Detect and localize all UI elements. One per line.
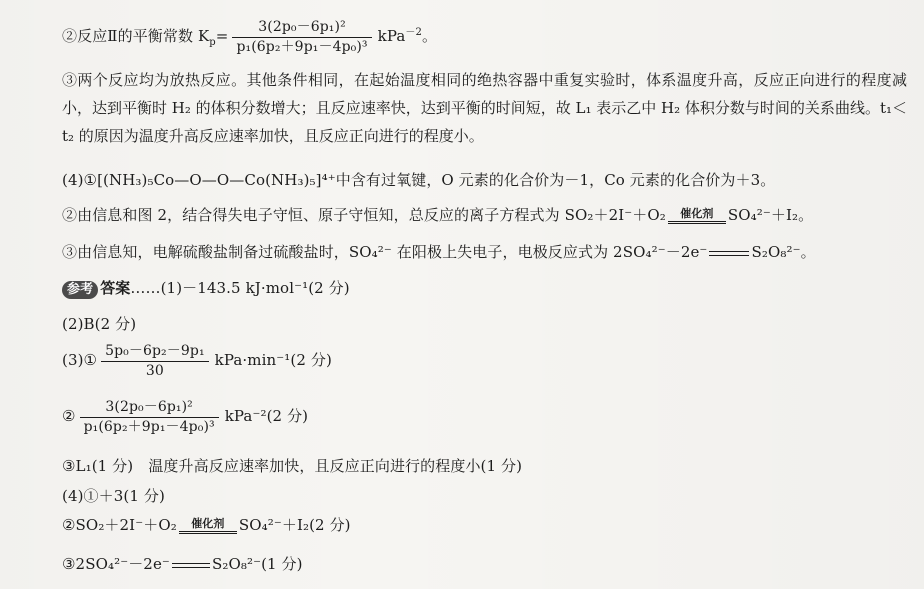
electrode-reaction-prefix: ③由信息知，电解硫酸盐制备过硫酸盐时，SO₄²⁻ 在阳极上失电子，电极反应式为 2SO₄²⁻－2e⁻ (62, 243, 708, 261)
kp-fraction (232, 19, 371, 56)
answer-8-line (62, 554, 303, 574)
kp-subscript: p (209, 37, 216, 48)
answer-title: 答案 (100, 279, 131, 297)
reference-badge: 参考 (62, 281, 98, 299)
answer-3-line (62, 340, 332, 380)
answer-8-prefix: ③2SO₄²⁻－2e⁻ (62, 555, 170, 573)
explanation-paragraph-3: ③两个反应均为放热反应。其他条件相同，在起始温度相同的绝热容器中重复实验时，体系温度升高，反应正向进行的程度减小，达到平衡时 H₂ 的体积分数增大；且反应速率快，达到平衡的时间短，故 L₁ 表示乙中 H₂ 体积分数与时间的关系曲线。t₁＜t₂ 的原因为温度升高反应速率加快，且反应正向进行的程度小。 (62, 71, 907, 145)
kp-equals: = (215, 27, 229, 45)
electrode-reaction-suffix: S₂O₈²⁻。 (751, 243, 816, 261)
catalyst-arrow (668, 208, 726, 224)
kp-expression-line (62, 16, 437, 56)
answer-3-prefix: (3)① (62, 351, 98, 369)
answer-header-line (62, 278, 350, 299)
answer-8-suffix: S₂O₈²⁻(1 分) (211, 555, 303, 573)
answer-1: (1)－143.5 kJ·mol⁻¹(2 分) (160, 279, 350, 297)
answer-4-prefix: ② (62, 407, 76, 425)
ionic-equation-suffix: SO₄²⁻＋I₂。 (727, 206, 814, 224)
kp-unit: kPa (377, 27, 406, 45)
kp-suffix: 。 (421, 27, 438, 45)
ionic-equation-prefix: ②由信息和图 2，结合得失电子守恒、原子守恒知，总反应的离子方程式为 SO₂＋2I⁻＋O₂ (62, 206, 666, 224)
answer-4-denominator: p₁(6p₂＋9p₁－4p₀)³ (83, 418, 215, 435)
answer-3-suffix: kPa·min⁻¹(2 分) (214, 351, 332, 369)
kp-denominator: p₁(6p₂＋9p₁－4p₀)³ (236, 38, 368, 55)
kp-numerator: 3(2p₀－6p₁)² (232, 19, 371, 38)
equals-double-line (709, 251, 749, 256)
answer-3-numerator: 5p₀－6p₂－9p₁ (101, 343, 209, 362)
answer-5: ③L₁(1 分) 温度升高反应速率加快，且反应正向进行的程度小(1 分) (62, 457, 523, 475)
answer-dots: …… (130, 279, 161, 297)
kp-unit-exponent: －2 (405, 27, 422, 38)
answer-2: (2)B(2 分) (62, 315, 137, 333)
answer-7-suffix: SO₄²⁻＋I₂(2 分) (238, 516, 351, 534)
answer-4-fraction (80, 399, 219, 436)
answer-7-catalyst-arrow (179, 518, 237, 534)
answer-8-equals-double-line (172, 563, 210, 568)
answer-4-suffix: kPa⁻²(2 分) (224, 407, 309, 425)
answer-3-fraction (101, 343, 209, 380)
answer-4-numerator: 3(2p₀－6p₁)² (80, 399, 219, 418)
answer-4-line (62, 396, 308, 436)
kp-prefix: ②反应Ⅱ的平衡常数 K (62, 27, 210, 45)
ionic-equation-line (62, 200, 813, 230)
answer-3-denominator: 30 (145, 362, 164, 379)
electrode-reaction-line (62, 242, 816, 262)
answer-7-prefix: ②SO₂＋2I⁻＋O₂ (62, 516, 177, 534)
answer-7-line (62, 510, 351, 540)
catalyst-label: 催化剂 (680, 207, 714, 220)
peroxide-bond-line: (4)①[(NH₃)₅Co—O—O—Co(NH₃)₅]⁴⁺中含有过氧键，O 元素的化合价为－1，Co 元素的化合价为＋3。 (62, 171, 776, 189)
answer-6: (4)①＋3(1 分) (62, 487, 165, 505)
answer-7-catalyst-label: 催化剂 (191, 517, 225, 530)
